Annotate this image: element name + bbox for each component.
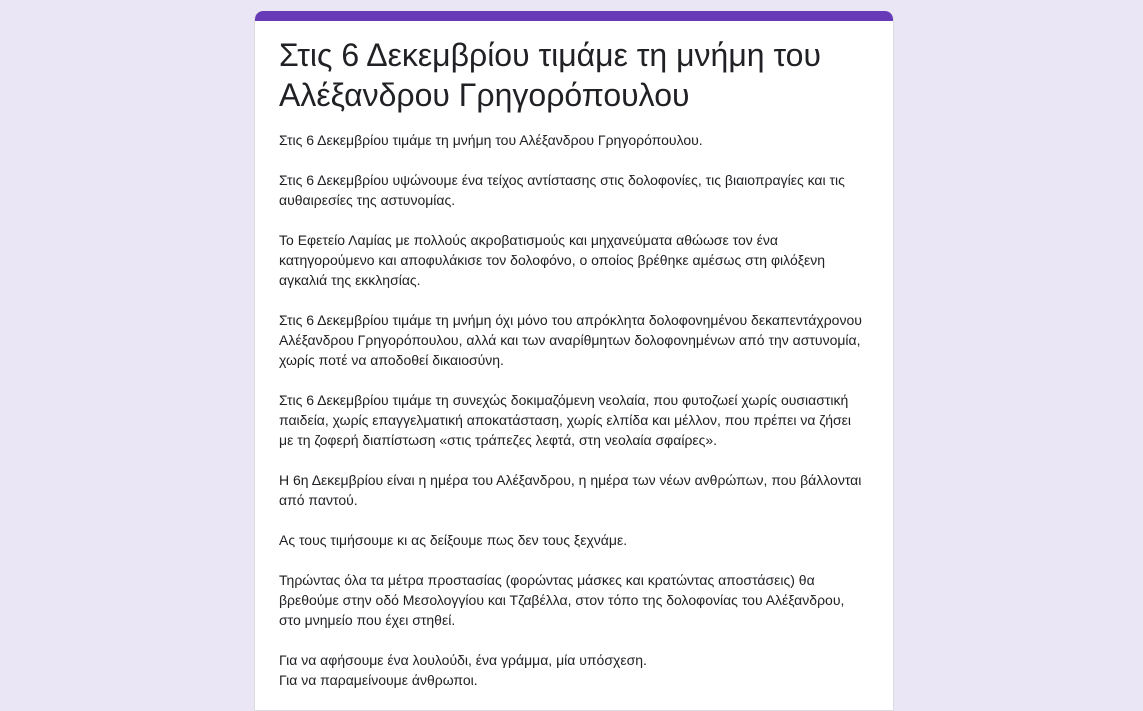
form-header-content: [279, 35, 871, 690]
description-paragraph: Για να παραμείνουμε άνθρωποι.: [279, 672, 478, 688]
description-paragraph: Στις 6 Δεκεμβρίου τιμάμε τη μνήμη όχι μόνο του απρόκλητα δολοφονημένου δεκαπεντάχρονου Αλέξανδρου Γρηγορόπουλου, αλλά και των αναρίθμητων δολοφονημένων από την αστυνομία, χωρίς ποτέ να αποδοθεί δικαιοσύνη.: [279, 312, 862, 368]
description-paragraph: Τηρώντας όλα τα μέτρα προστασίας (φορώντας μάσκες και κρατώντας αποστάσεις) θα βρεθούμε στην οδό Μεσολογγίου και Τζαβέλλα, στον τόπο της δολοφονίας του Αλέξανδρου, στο μνημείο που έχει στηθεί.: [279, 572, 845, 628]
form-header-card: [254, 11, 894, 711]
description-paragraph: Για να αφήσουμε ένα λουλούδι, ένα γράμμα, μία υπόσχεση.: [279, 652, 647, 668]
description-paragraph: Το Εφετείο Λαμίας με πολλούς ακροβατισμούς και μηχανεύματα αθώωσε τον ένα κατηγορούμενο και αποφυλάκισε τον δολοφόνο, ο οποίος βρέθηκε αμέσως στη φιλόξενη αγκαλιά της εκκλησίας.: [279, 232, 826, 288]
description-paragraph: Η 6η Δεκεμβρίου είναι η ημέρα του Αλέξανδρου, η ημέρα των νέων ανθρώπων, που βάλλονται από παντού.: [279, 472, 862, 508]
form-description: [279, 130, 869, 690]
form-title: Στις 6 Δεκεμβρίου τιμάμε τη μνήμη του Αλέξανδρου Γρηγορόπουλου: [279, 37, 821, 113]
description-paragraph: Στις 6 Δεκεμβρίου υψώνουμε ένα τείχος αντίστασης στις δολοφονίες, τις βιαιοπραγίες και τις αυθαιρεσίες της αστυνομίας.: [279, 172, 845, 208]
description-paragraph: Ας τους τιμήσουμε κι ας δείξουμε πως δεν τους ξεχνάμε.: [279, 532, 628, 548]
form-accent-bar: [255, 11, 893, 21]
description-paragraph: Στις 6 Δεκεμβρίου τιμάμε τη μνήμη του Αλέξανδρου Γρηγορόπουλου.: [279, 132, 703, 148]
description-paragraph: Στις 6 Δεκεμβρίου τιμάμε τη συνεχώς δοκιμαζόμενη νεολαία, που φυτοζωεί χωρίς ουσιαστική παιδεία, χωρίς επαγγελματική αποκατάσταση, χωρίς ελπίδα και μέλλον, που πρέπει να ζήσει με τη ζοφερή διαπίστωση «στις τράπεζες λεφτά, στη νεολαία σφαίρες».: [279, 392, 851, 448]
